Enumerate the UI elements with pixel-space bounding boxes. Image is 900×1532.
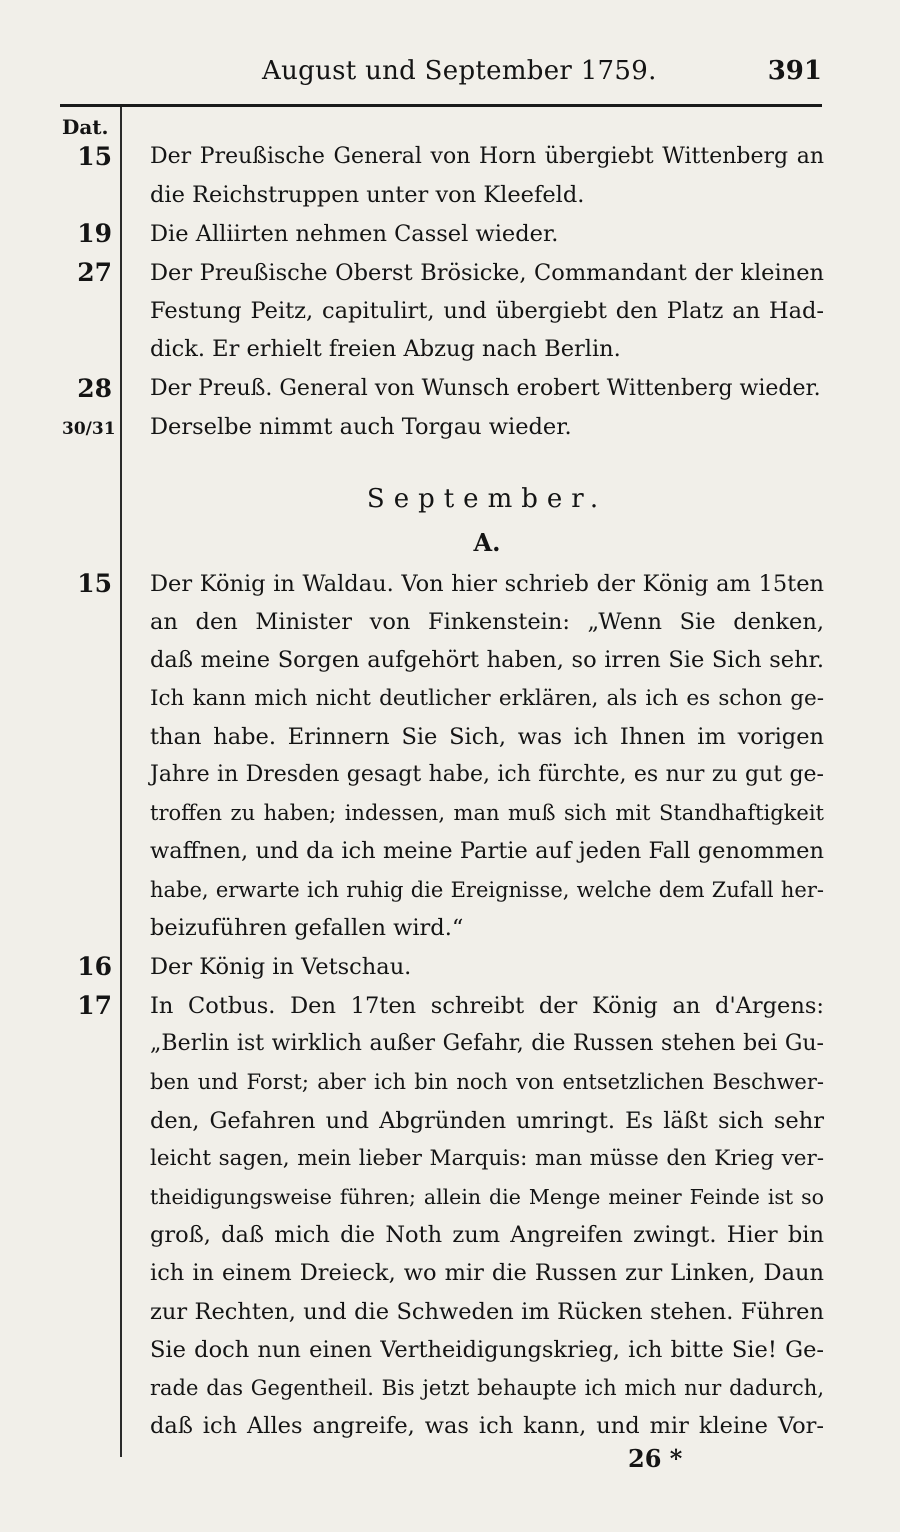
running-title: August und September 1759. bbox=[262, 56, 657, 86]
entry-date: 19 bbox=[77, 219, 112, 248]
entry-line: Der Preußische General von Horn übergiebt Wittenberg an bbox=[150, 144, 824, 169]
chronicle-entry bbox=[150, 948, 824, 986]
entry-line: die Reichstruppen unter von Kleefeld. bbox=[150, 182, 585, 209]
section-heading: September. bbox=[366, 484, 608, 514]
entry-date: 15 bbox=[77, 569, 112, 598]
entry-line: leicht sagen, mein lieber Marquis: man müsse den Krieg ver- bbox=[150, 1145, 824, 1171]
entry-line: In Cotbus. Den 17ten schreibt der König an d'Argens: bbox=[150, 993, 824, 1019]
entry-line: Der Preuß. General von Wunsch erobert Wittenberg wieder. bbox=[150, 376, 821, 401]
chronicle-entry bbox=[150, 254, 824, 369]
chronicle-entry bbox=[150, 408, 824, 446]
entry-line: „Berlin ist wirklich außer Gefahr, die Russen stehen bei Gu- bbox=[150, 1031, 824, 1057]
entry-line: ich in einem Dreieck, wo mir die Russen zur Linken, Daun bbox=[150, 1260, 824, 1287]
header-rule bbox=[60, 104, 822, 107]
entry-line: an den Minister von Finkenstein: „Wenn Sie denken, bbox=[150, 609, 824, 636]
entry-line: waffnen, und da ich meine Partie auf jeden Fall genommen bbox=[150, 838, 824, 865]
entry-line: Sie doch nun einen Vertheidigungskrieg, ich bitte Sie! Ge- bbox=[150, 1336, 824, 1363]
entry-line: Die Alliirten nehmen Cassel wieder. bbox=[150, 221, 559, 247]
entry-line: beizuführen gefallen wird.“ bbox=[150, 914, 464, 941]
entry-line: groß, daß mich die Noth zum Angreifen zwingt. Hier bin bbox=[150, 1222, 824, 1249]
entry-line: theidigungsweise führen; allein die Menge meiner Feinde ist so bbox=[150, 1185, 824, 1210]
entry-line: Festung Peitz, capitulirt, und übergiebt den Platz an Had- bbox=[150, 298, 824, 325]
entry-line: troffen zu haben; indessen, man muß sich mit Standhaftigkeit bbox=[150, 801, 824, 826]
entry-line: ben und Forst; aber ich bin noch von entsetzlichen Beschwer- bbox=[150, 1070, 824, 1095]
entry-line: Ich kann mich nicht deutlicher erklären, als ich es schon ge- bbox=[150, 685, 824, 711]
chronicle-entry bbox=[150, 138, 824, 214]
chronicle-entry bbox=[150, 565, 824, 947]
entry-line: daß meine Sorgen aufgehört haben, so irren Sie Sich sehr. bbox=[150, 647, 824, 674]
signature-mark: 26 * bbox=[628, 1444, 683, 1473]
entry-line: Jahre in Dresden gesagt habe, ich fürchte, es nur zu gut ge- bbox=[150, 762, 824, 788]
entry-date: 17 bbox=[77, 991, 112, 1020]
date-column-divider bbox=[120, 107, 122, 1457]
entry-date: 16 bbox=[77, 952, 112, 981]
page-header bbox=[0, 52, 822, 92]
entry-date: 30/31 bbox=[62, 419, 116, 439]
entry-date: 28 bbox=[77, 374, 112, 403]
entry-line: habe, erwarte ich ruhig die Ereignisse, welche dem Zufall her- bbox=[150, 877, 824, 902]
entry-line: Der König in Vetschau. bbox=[150, 954, 412, 980]
entry-line: zur Rechten, und die Schweden im Rücken stehen. Führen bbox=[150, 1298, 824, 1325]
entry-line: rade das Gegentheil. Bis jetzt behaupte ich mich nur dadurch, bbox=[150, 1376, 824, 1401]
entry-date: 27 bbox=[77, 258, 112, 287]
entry-line: dick. Er erhielt freien Abzug nach Berlin. bbox=[150, 336, 621, 363]
entry-line: than habe. Erinnern Sie Sich, was ich Ihnen im vorigen bbox=[150, 723, 824, 750]
entry-line: Der König in Waldau. Von hier schrieb der König am 15ten bbox=[150, 571, 824, 597]
chronicle-entry bbox=[150, 215, 824, 253]
chronicle-entry bbox=[150, 370, 824, 408]
page-number: 391 bbox=[767, 56, 822, 86]
entry-line: Der Preußische Oberst Brösicke, Commandant der kleinen bbox=[150, 260, 824, 286]
entry-line: daß ich Alles angreife, was ich kann, und mir kleine Vor- bbox=[150, 1413, 824, 1440]
entry-line: den, Gefahren und Abgründen umringt. Es läßt sich sehr bbox=[150, 1107, 824, 1134]
sub-heading: A. bbox=[473, 528, 501, 557]
entry-date: 15 bbox=[77, 142, 112, 171]
chronicle-entry bbox=[150, 987, 824, 1445]
date-column-label: Dat. bbox=[62, 115, 109, 139]
entry-line: Derselbe nimmt auch Torgau wieder. bbox=[150, 414, 572, 440]
